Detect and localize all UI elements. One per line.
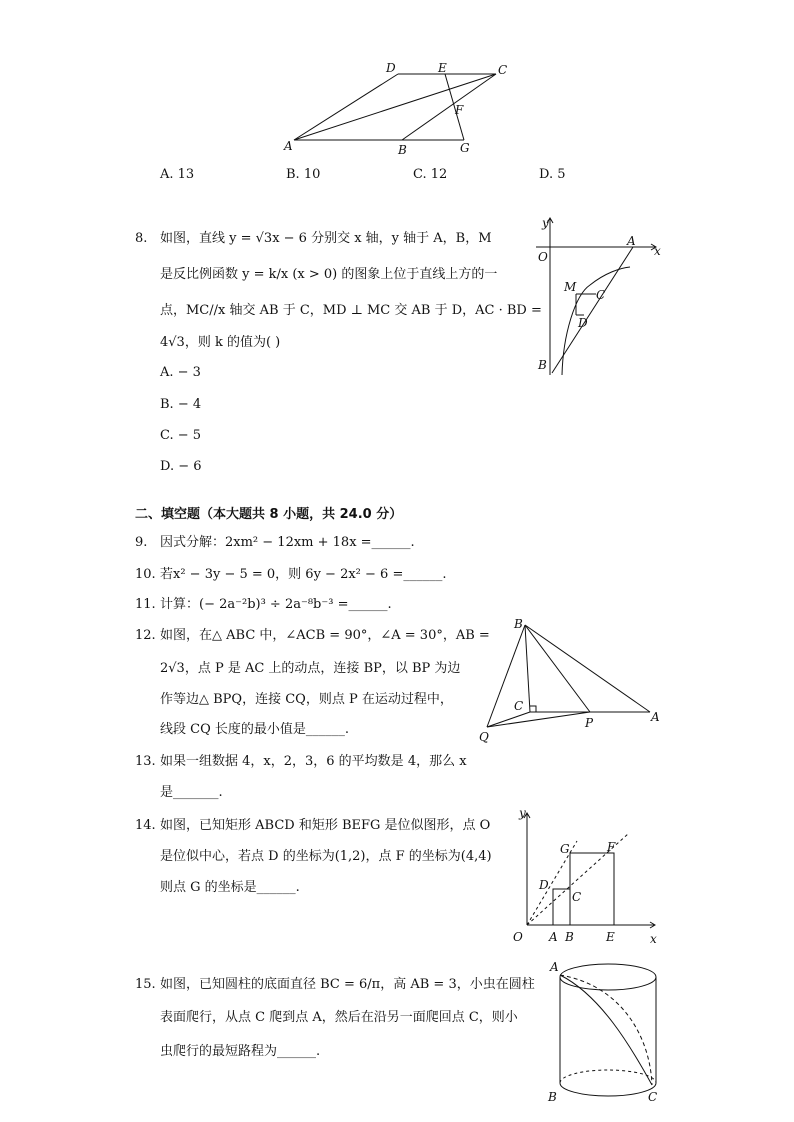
fig14-label-C: C bbox=[572, 890, 582, 904]
q7-option-c[interactable]: C. 12 bbox=[413, 167, 448, 182]
q11-text: 计算：(− 2a⁻²b)³ ÷ 2a⁻⁸b⁻³ =______. bbox=[160, 597, 392, 612]
q8-line-3: 点，MC//x 轴交 AB 于 C，MD ⊥ MC 交 AB 于 D，AC · BD = bbox=[160, 303, 542, 318]
fig14-label-y: y bbox=[519, 806, 526, 820]
fig8-label-x: x bbox=[654, 244, 661, 258]
label-D: D bbox=[386, 62, 396, 75]
q8-option-c[interactable]: C. − 5 bbox=[160, 428, 202, 443]
front-path bbox=[560, 975, 652, 1085]
q14-line-2: 是位似中心，若点 D 的坐标为(1,2)，点 F 的坐标为(4,4) bbox=[160, 849, 492, 864]
q8-option-a[interactable]: A. − 3 bbox=[160, 365, 201, 380]
fig8-label-B: B bbox=[538, 358, 547, 372]
fig12-label-B: B bbox=[514, 617, 523, 631]
q15-line-3: 虫爬行的最短路程为______. bbox=[160, 1044, 321, 1059]
rectangle-BEFG bbox=[570, 853, 614, 925]
q8-line-4: 4√3，则 k 的值为( ) bbox=[160, 335, 281, 350]
q8-figure bbox=[530, 215, 665, 380]
diagonal-AC bbox=[294, 74, 496, 140]
q8-option-b[interactable]: B. − 4 bbox=[160, 397, 202, 412]
segment-BA bbox=[525, 625, 650, 712]
edge-AD bbox=[294, 74, 398, 140]
q7-option-a[interactable]: A. 13 bbox=[160, 167, 195, 182]
label-F: F bbox=[455, 103, 464, 117]
q10-text: 若x² − 3y − 5 = 0，则 6y − 2x² − 6 =______. bbox=[160, 567, 447, 582]
fig8-label-M: M bbox=[564, 280, 577, 294]
fig14-label-D: D bbox=[539, 878, 549, 892]
q12-line-4: 线段 CQ 长度的最小值是______. bbox=[160, 722, 350, 737]
q7-figure bbox=[280, 62, 520, 158]
fig14-label-A: A bbox=[549, 930, 558, 944]
q15-number: 15. bbox=[135, 977, 156, 992]
label-C: C bbox=[498, 63, 508, 77]
fig14-label-E: E bbox=[606, 930, 615, 944]
bottom-ellipse-back bbox=[560, 1070, 656, 1083]
q8-line-2: 是反比例函数 y = k/x (x > 0) 的图象上位于直线上方的一 bbox=[160, 267, 498, 282]
fig15-label-A: A bbox=[550, 960, 559, 974]
q8-line-1: 如图，直线 y = √3x − 6 分别交 x 轴，y 轴于 A，B，M bbox=[160, 231, 492, 246]
q14-figure bbox=[505, 805, 665, 950]
fig8-label-D: D bbox=[578, 316, 588, 330]
fig15-label-C: C bbox=[648, 1090, 658, 1104]
q12-number: 12. bbox=[135, 628, 156, 643]
q14-line-1: 如图，已知矩形 ABCD 和矩形 BEFG 是位似图形，点 O bbox=[160, 818, 491, 833]
fig14-label-x: x bbox=[650, 932, 657, 946]
fig12-label-C: C bbox=[514, 699, 524, 713]
fig8-label-A: A bbox=[627, 234, 636, 248]
q12-line-2: 2√3，点 P 是 AC 上的动点，连接 BP，以 BP 为边 bbox=[160, 661, 461, 676]
label-A: A bbox=[284, 139, 293, 153]
section-title: 二、填空题（本大题共 8 小题，共 24.0 分） bbox=[135, 507, 403, 522]
q10-number: 10. bbox=[135, 567, 156, 582]
fig14-label-G: G bbox=[560, 842, 570, 856]
q13-line-2: 是_______. bbox=[160, 785, 223, 800]
segment-QC bbox=[487, 712, 530, 727]
q14-number: 14. bbox=[135, 818, 156, 833]
rectangle-ABCD bbox=[553, 889, 570, 925]
fig12-label-Q: Q bbox=[479, 730, 489, 744]
back-path bbox=[560, 975, 652, 1085]
q7-option-b[interactable]: B. 10 bbox=[286, 167, 321, 182]
label-G: G bbox=[460, 141, 470, 155]
q15-line-2: 表面爬行，从点 C 爬到点 A，然后在沿另一面爬回点 C，则小 bbox=[160, 1010, 518, 1025]
q12-figure bbox=[475, 615, 675, 745]
fig12-label-P: P bbox=[585, 716, 594, 730]
q12-line-3: 作等边△ BPQ，连接 CQ，则点 P 在运动过程中， bbox=[160, 692, 453, 707]
fig15-label-B: B bbox=[548, 1090, 557, 1104]
fig14-label-F: F bbox=[607, 840, 616, 854]
q14-line-3: 则点 G 的坐标是______. bbox=[160, 880, 300, 895]
q8-number: 8. bbox=[135, 231, 148, 246]
q8-option-d[interactable]: D. − 6 bbox=[160, 459, 202, 474]
top-ellipse bbox=[560, 964, 656, 990]
q15-cylinder-figure bbox=[540, 955, 670, 1105]
edge-BC bbox=[402, 74, 496, 140]
q11-number: 11. bbox=[135, 597, 156, 612]
q15-line-1: 如图，已知圆柱的底面直径 BC = 6/π，高 AB = 3，小虫在圆柱 bbox=[160, 977, 535, 992]
label-B: B bbox=[398, 143, 407, 157]
fig8-label-y: y bbox=[542, 216, 549, 230]
bottom-ellipse-front bbox=[560, 1083, 656, 1096]
q7-option-d[interactable]: D. 5 bbox=[539, 167, 566, 182]
right-angle-mark bbox=[530, 706, 536, 712]
fig8-label-C: C bbox=[596, 288, 606, 302]
segment-BC bbox=[525, 625, 530, 712]
line-AB bbox=[552, 247, 633, 373]
q12-line-1: 如图，在△ ABC 中，∠ACB = 90°，∠A = 30°，AB = bbox=[160, 628, 490, 643]
label-E: E bbox=[438, 62, 447, 75]
q9-text: 因式分解：2xm² − 12xm + 18x =______. bbox=[160, 535, 415, 550]
segment-QP bbox=[487, 712, 590, 727]
q13-line-1: 如果一组数据 4，x，2，3，6 的平均数是 4，那么 x bbox=[160, 754, 467, 769]
fig12-label-A: A bbox=[651, 710, 660, 724]
fig14-label-O: O bbox=[513, 930, 523, 944]
segment-BP bbox=[525, 625, 590, 712]
q13-number: 13. bbox=[135, 754, 156, 769]
q9-number: 9. bbox=[135, 535, 148, 550]
fig8-label-O: O bbox=[538, 250, 548, 264]
fig14-label-B: B bbox=[565, 930, 574, 944]
